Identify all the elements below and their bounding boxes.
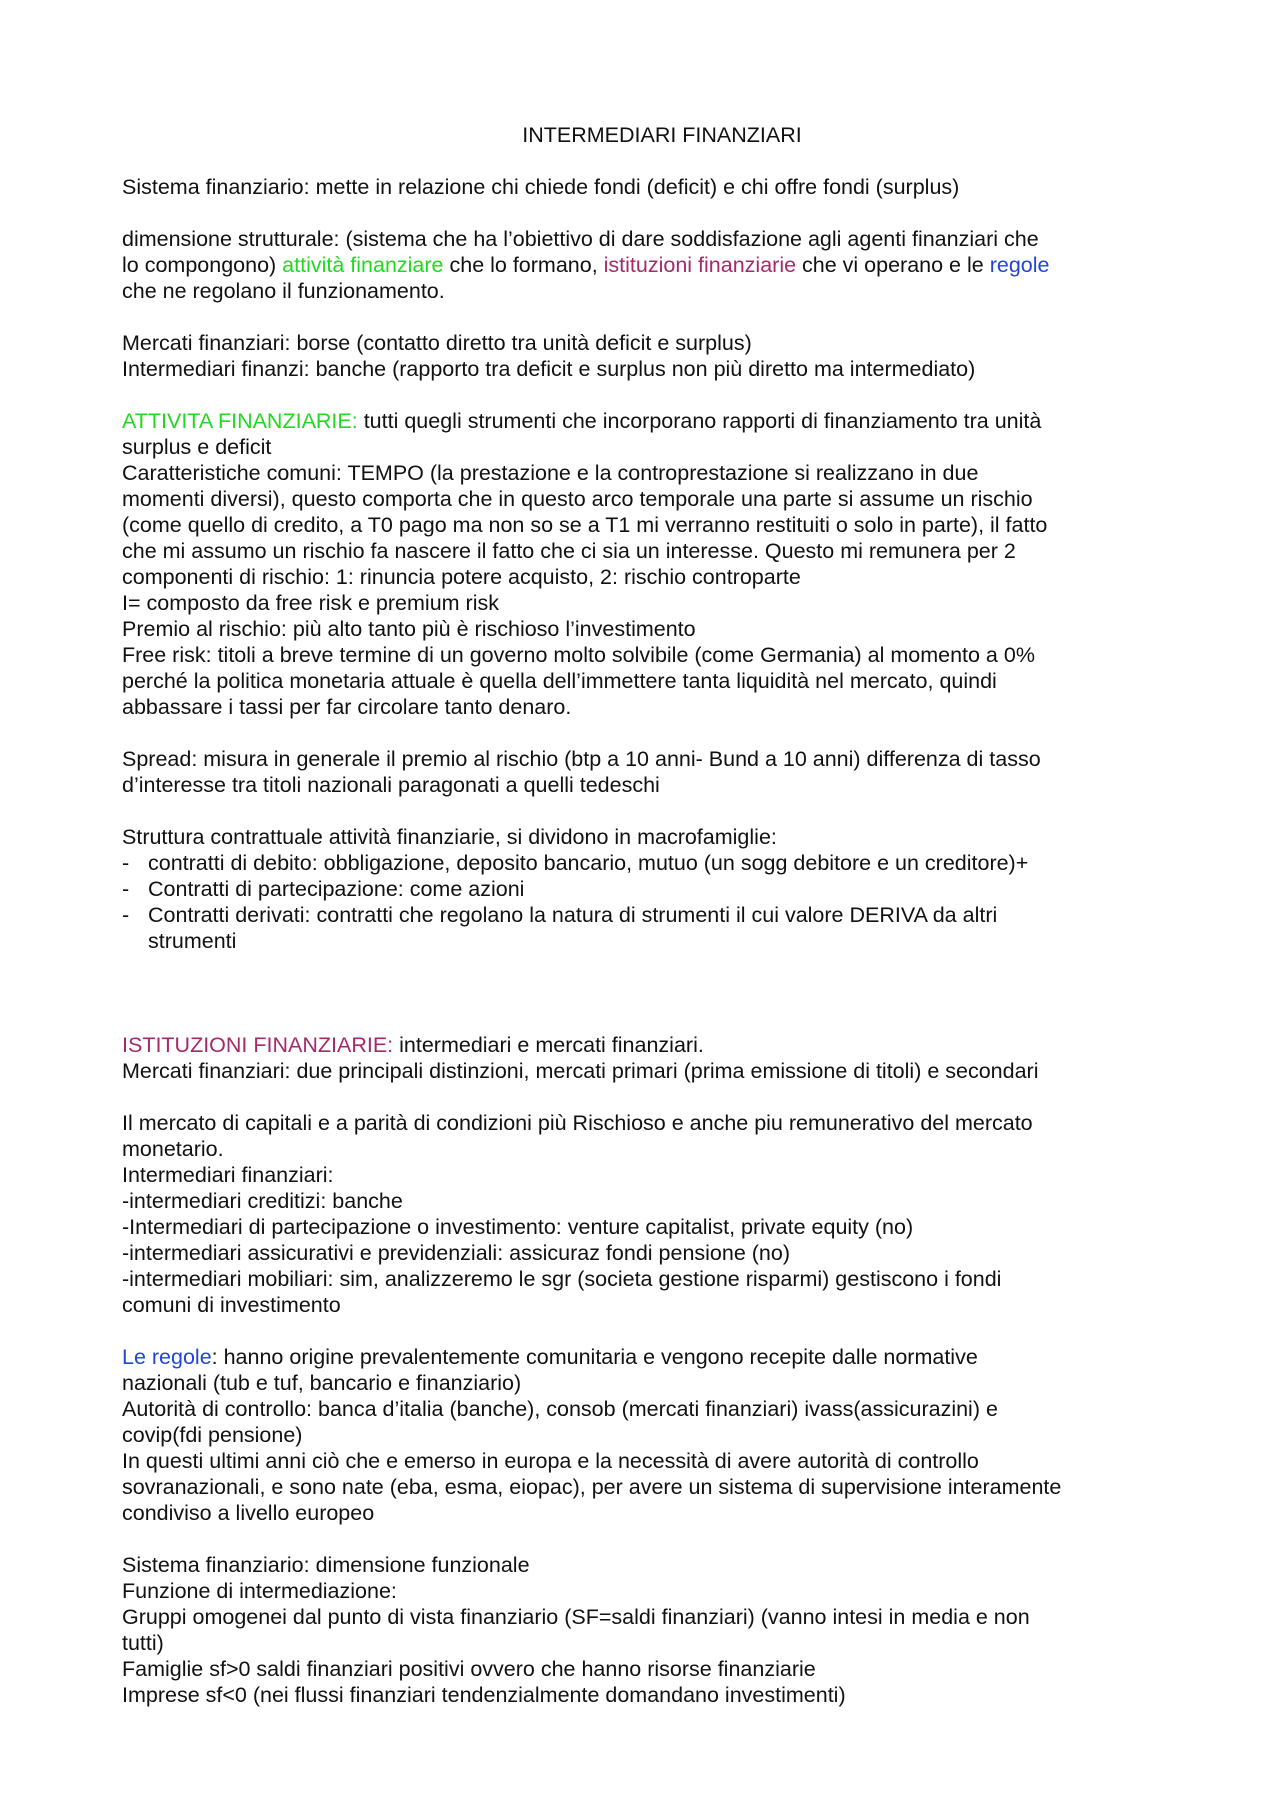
text-span: lo compongono) [122,253,283,277]
text-line: contratti di debito: obbligazione, deposito bancario, mutuo (un sogg debitore e un creditore)+ [148,851,1029,875]
text-line: strumenti [148,929,237,953]
list-dash: - [122,851,130,875]
text-line: Gruppi omogenei dal punto di vista finanziario (SF=saldi finanziari) (vanno intesi in media e non [122,1605,1030,1629]
list-item [122,902,1170,954]
text-line: Caratteristiche comuni: TEMPO (la prestazione e la controprestazione si realizzano in due [122,461,979,485]
text-line: In questi ultimi anni ciò che e emerso in europa e la necessità di avere autorità di controllo [122,1449,979,1473]
list-dash: - [122,903,130,927]
text-line [122,1344,1170,1370]
text-span: che lo formano, [443,253,604,277]
text-line: Sistema finanziario: dimensione funzionale [122,1553,530,1577]
text-line: Spread: misura in generale il premio al rischio (btp a 10 anni- Bund a 10 anni) differenza di tasso [122,747,1041,771]
text-line: che mi assumo un rischio fa nascere il fatto che ci sia un interesse. Questo mi remunera per 2 [122,539,1016,563]
document-title: INTERMEDIARI FINANZIARI [522,123,802,147]
text-line [122,408,1170,434]
highlight-regole: regole [989,253,1050,277]
text-line: abbassare i tassi per far circolare tanto denaro. [122,695,572,719]
text-line: Free risk: titoli a breve termine di un governo molto solvibile (come Germania) al momento a 0% [122,643,1035,667]
text-line: Sistema finanziario: mette in relazione chi chiede fondi (deficit) e chi offre fondi (surplus) [122,175,960,199]
section-heading-attivita-finanziarie: ATTIVITA FINANZIARIE: [122,409,358,433]
text-line: Mercati finanziari: due principali distinzioni, mercati primari (prima emissione di titoli) e secondari [122,1059,1039,1083]
text-line: Famiglie sf>0 saldi finanziari positivi ovvero che hanno risorse finanziarie [122,1657,816,1681]
paragraph-spread [122,746,1170,798]
text-line: perché la politica monetaria attuale è quella dell’immettere tanta liquidità nel mercato, quindi [122,669,997,693]
text-line: dimensione strutturale: (sistema che ha l’obiettivo di dare soddisfazione agli agenti finanziari che [122,227,1039,251]
text-line: Contratti derivati: contratti che regolano la natura di strumenti il cui valore DERIVA da altri [148,903,998,927]
text-line: tutti) [122,1631,164,1655]
text-line: comuni di investimento [122,1293,341,1317]
text-line: monetario. [122,1137,224,1161]
paragraph-attivita-finanziarie [122,408,1170,720]
text-line [122,252,1170,278]
text-line: nazionali (tub e tuf, bancario e finanziario) [122,1371,522,1395]
text-line: -intermediari assicurativi e previdenziali: assicuraz fondi pensione (no) [122,1241,791,1265]
text-line: -intermediari creditizi: banche [122,1189,403,1213]
text-line: I= composto da free risk e premium risk [122,591,499,615]
text-line: Premio al rischio: più alto tanto più è rischioso l’investimento [122,617,696,641]
list-item [122,850,1170,876]
text-line: Intermediari finanzi: banche (rapporto tra deficit e surplus non più diretto ma intermediato) [122,357,976,381]
text-line: -intermediari mobiliari: sim, analizzeremo le sgr (societa gestione risparmi) gestiscono i fondi [122,1267,1002,1291]
text-line: Funzione di intermediazione: [122,1579,397,1603]
paragraph-le-regole [122,1344,1170,1526]
text-line: che ne regolano il funzionamento. [122,279,445,303]
text-line: condiviso a livello europeo [122,1501,375,1525]
text-line: surplus e deficit [122,435,272,459]
text-line: (come quello di credito, a T0 pago ma non so se a T1 mi verranno restituiti o solo in parte), il fatto [122,513,1048,537]
text-line: Il mercato di capitali e a parità di condizioni più Rischioso e anche piu remunerativo del mercato [122,1111,1033,1135]
paragraph-dimensione-strutturale [122,226,1170,304]
text-line: Autorità di controllo: banca d’italia (banche), consob (mercati finanziari) ivass(assicurazini) e [122,1397,998,1421]
highlight-attivita-finanziare: attività finanziare [282,253,444,277]
text-line: componenti di rischio: 1: rinuncia potere acquisto, 2: rischio controparte [122,565,801,589]
text-line: -Intermediari di partecipazione o investimento: venture capitalist, private equity (no) [122,1215,914,1239]
text-span: : hanno origine prevalentemente comunitaria e vengono recepite dalle normative [211,1345,978,1369]
text-line [122,1032,1170,1058]
text-line: sovranazionali, e sono nate (eba, esma, eiopac), per avere un sistema di supervisione interamente [122,1475,1062,1499]
text-line: Imprese sf<0 (nei flussi finanziari tendenzialmente domandano investimenti) [122,1683,846,1707]
list-dash: - [122,877,130,901]
paragraph-sistema-finanziario [122,174,1170,200]
text-line: Intermediari finanziari: [122,1163,334,1187]
text-line: covip(fdi pensione) [122,1423,303,1447]
paragraph-mercato-capitali [122,1110,1170,1318]
text-span: che vi operano e le [796,253,990,277]
paragraph-istituzioni-finanziarie [122,1032,1170,1084]
highlight-istituzioni-finanziarie: istituzioni finanziarie [603,253,797,277]
text-line: Struttura contrattuale attività finanziarie, si dividono in macrofamiglie: [122,825,777,849]
text-line: Mercati finanziari: borse (contatto diretto tra unità deficit e surplus) [122,331,752,355]
blank-gap [122,980,1170,1032]
section-heading-istituzioni-finanziarie: ISTITUZIONI FINANZIARIE: [122,1033,394,1057]
paragraph-mercati-intermediari [122,330,1170,382]
text-line: momenti diversi), questo comporta che in questo arco temporale una parte si assume un rischio [122,487,1033,511]
text-line: Contratti di partecipazione: come azioni [148,877,525,901]
text-span: tutti quegli strumenti che incorporano rapporti di finanziamento tra unità [357,409,1042,433]
paragraph-struttura-contrattuale [122,824,1170,850]
section-heading-le-regole: Le regole [122,1345,212,1369]
text-span: intermediari e mercati finanziari. [393,1033,704,1057]
contract-types-list [122,850,1170,954]
list-item [122,876,1170,902]
paragraph-dimensione-funzionale [122,1552,1170,1708]
text-line: d’interesse tra titoli nazionali paragonati a quelli tedeschi [122,773,660,797]
